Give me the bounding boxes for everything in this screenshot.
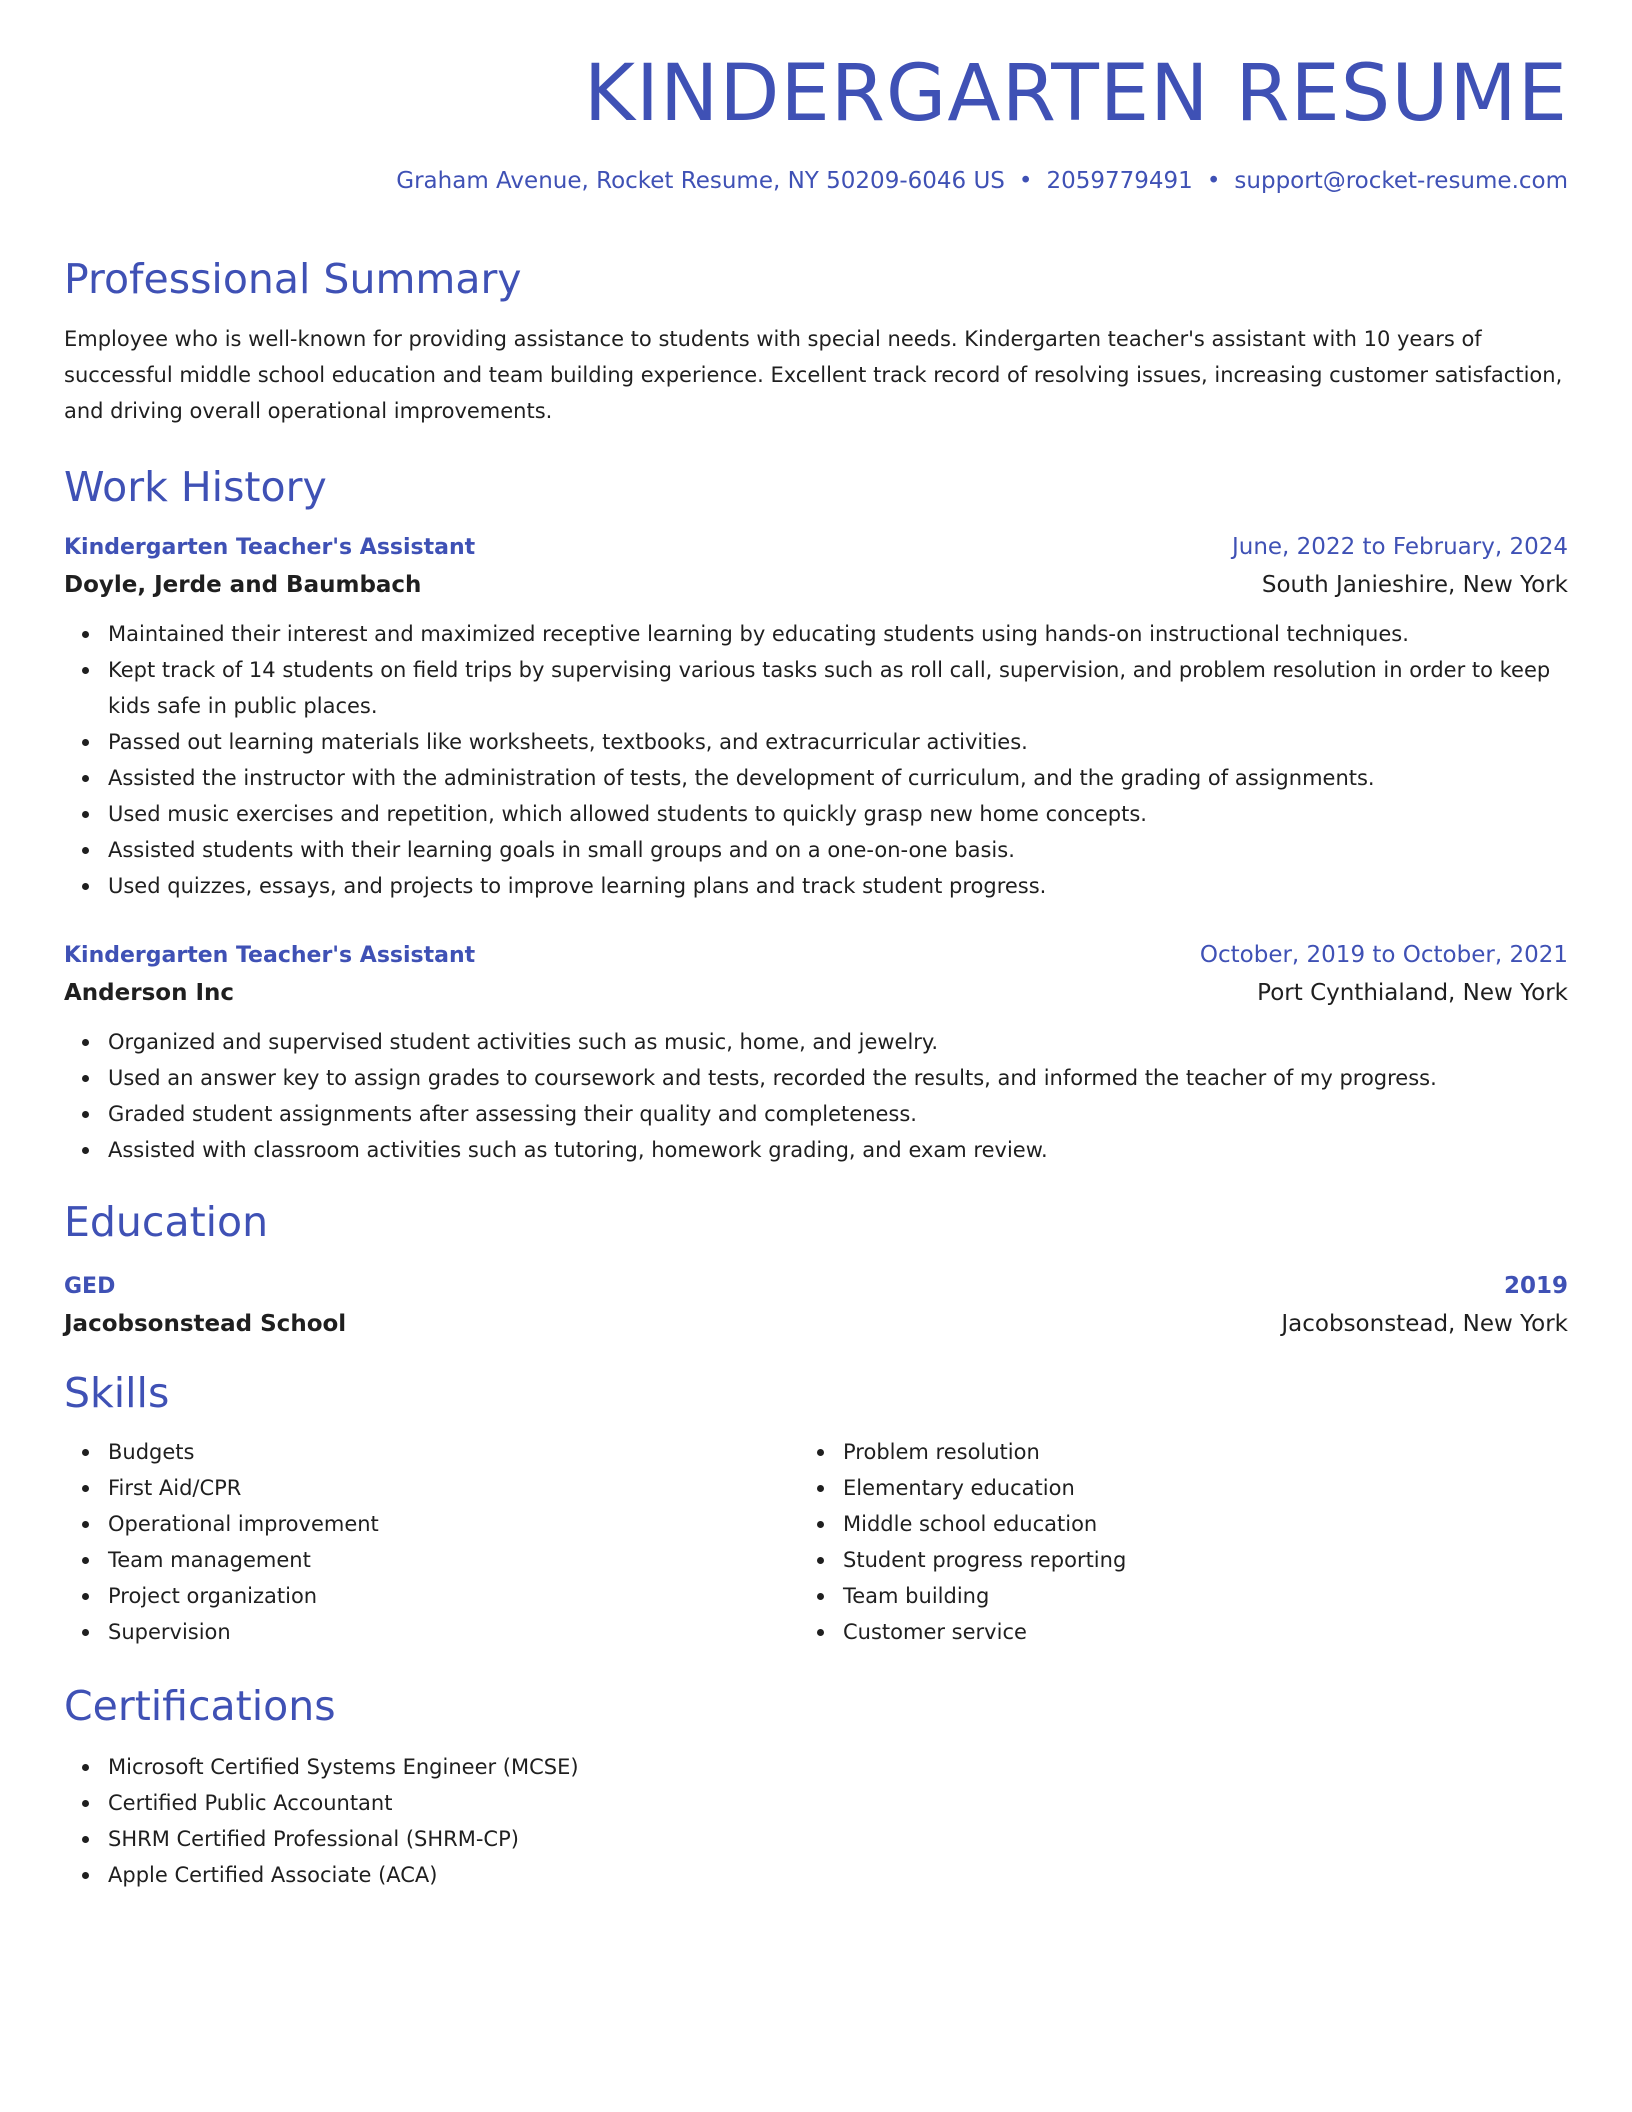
list-item: Kept track of 14 students on field trips by supervising various tasks such as roll call, supervision, and problem resolution in order to keep kids safe in public places.: [108, 652, 1568, 724]
section-title-work-history: Work History: [64, 462, 327, 511]
summary-text: Employee who is well-known for providing assistance to students with special needs. Kindergarten teacher's assistant with 10 years of successful middle school education and team building experience. Excellent track record of resolving issues, increasing customer satisfaction, and driving overall operational improvements.: [64, 326, 1563, 423]
job-entry: [64, 942, 1568, 1168]
job-company: Anderson Inc: [64, 979, 235, 1006]
section-title-skills: Skills: [64, 1368, 170, 1417]
contact-email: support@rocket-resume.com: [1234, 167, 1568, 194]
job-entry: [64, 534, 1568, 904]
skills-list: [799, 1434, 1534, 1650]
list-item: Maintained their interest and maximized receptive learning by educating students using hands-on instructional techniques.: [108, 616, 1568, 652]
list-item: Team building: [843, 1578, 1534, 1614]
list-item: Assisted students with their learning goals in small groups and on a one-on-one basis.: [108, 832, 1568, 868]
education-school: Jacobsonstead School: [64, 1310, 347, 1337]
contact-separator: •: [1206, 167, 1221, 194]
job-bullets: [64, 1024, 1568, 1168]
list-item: Used music exercises and repetition, which allowed students to quickly grasp new home concepts.: [108, 796, 1568, 832]
skills-grid: [64, 1434, 1568, 1650]
resume-name: KINDERGARTEN RESUME: [583, 49, 1568, 139]
list-item: Assisted with classroom activities such as tutoring, homework grading, and exam review.: [108, 1132, 1568, 1168]
skills-list: [64, 1434, 799, 1650]
contact-separator: •: [1018, 167, 1033, 194]
education-degree: GED: [64, 1273, 116, 1299]
contact-phone: 2059779491: [1046, 167, 1193, 194]
contact-address: Graham Avenue, Rocket Resume, NY 50209-6046 US: [396, 167, 1005, 194]
section-title-summary: Professional Summary: [64, 255, 522, 304]
job-location: Port Cynthialand, New York: [1257, 979, 1568, 1006]
list-item: Budgets: [108, 1434, 799, 1470]
job-dates: October, 2019 to October, 2021: [1199, 941, 1568, 968]
job-title: Kindergarten Teacher's Assistant: [64, 942, 476, 968]
list-item: Apple Certified Associate (ACA): [108, 1857, 1568, 1893]
list-item: Graded student assignments after assessing their quality and completeness.: [108, 1096, 1568, 1132]
list-item: Organized and supervised student activities such as music, home, and jewelry.: [108, 1024, 1568, 1060]
list-item: Certified Public Accountant: [108, 1785, 1568, 1821]
skills-section: [64, 1369, 1568, 1650]
list-item: Operational improvement: [108, 1506, 799, 1542]
list-item: Elementary education: [843, 1470, 1534, 1506]
list-item: Used an answer key to assign grades to coursework and tests, recorded the results, and informed the teacher of my progress.: [108, 1060, 1568, 1096]
job-location: South Janieshire, New York: [1261, 571, 1568, 598]
certifications-list: [64, 1749, 1568, 1893]
list-item: Project organization: [108, 1578, 799, 1614]
list-item: Microsoft Certified Systems Engineer (MCSE): [108, 1749, 1568, 1785]
professional-summary-section: [64, 255, 1568, 428]
job-title: Kindergarten Teacher's Assistant: [64, 534, 476, 560]
list-item: Team management: [108, 1542, 799, 1578]
job-dates: June, 2022 to February, 2024: [1231, 533, 1568, 560]
skills-column-left: [64, 1434, 799, 1650]
contact-line: [64, 168, 1568, 196]
list-item: Problem resolution: [843, 1434, 1534, 1470]
list-item: Customer service: [843, 1614, 1534, 1650]
work-history-section: [64, 463, 1568, 1168]
certifications-section: [64, 1682, 1568, 1893]
section-title-education: Education: [64, 1197, 269, 1246]
job-company: Doyle, Jerde and Baumbach: [64, 571, 422, 598]
job-bullets: [64, 616, 1568, 904]
section-title-certifications: Certifications: [64, 1682, 336, 1731]
list-item: Passed out learning materials like worksheets, textbooks, and extracurricular activities.: [108, 724, 1568, 760]
list-item: Assisted the instructor with the administration of tests, the development of curriculum, and the grading of assignments.: [108, 760, 1568, 796]
skills-column-right: [799, 1434, 1534, 1650]
education-location: Jacobsonstead, New York: [1281, 1310, 1568, 1337]
education-section: [64, 1198, 1568, 1337]
list-item: Middle school education: [843, 1506, 1534, 1542]
education-year: 2019: [1503, 1272, 1568, 1299]
list-item: First Aid/CPR: [108, 1470, 799, 1506]
education-entry: [64, 1273, 1568, 1337]
list-item: SHRM Certified Professional (SHRM-CP): [108, 1821, 1568, 1857]
list-item: Student progress reporting: [843, 1542, 1534, 1578]
list-item: Used quizzes, essays, and projects to improve learning plans and track student progress.: [108, 868, 1568, 904]
list-item: Supervision: [108, 1614, 799, 1650]
resume-header: [64, 0, 1568, 195]
